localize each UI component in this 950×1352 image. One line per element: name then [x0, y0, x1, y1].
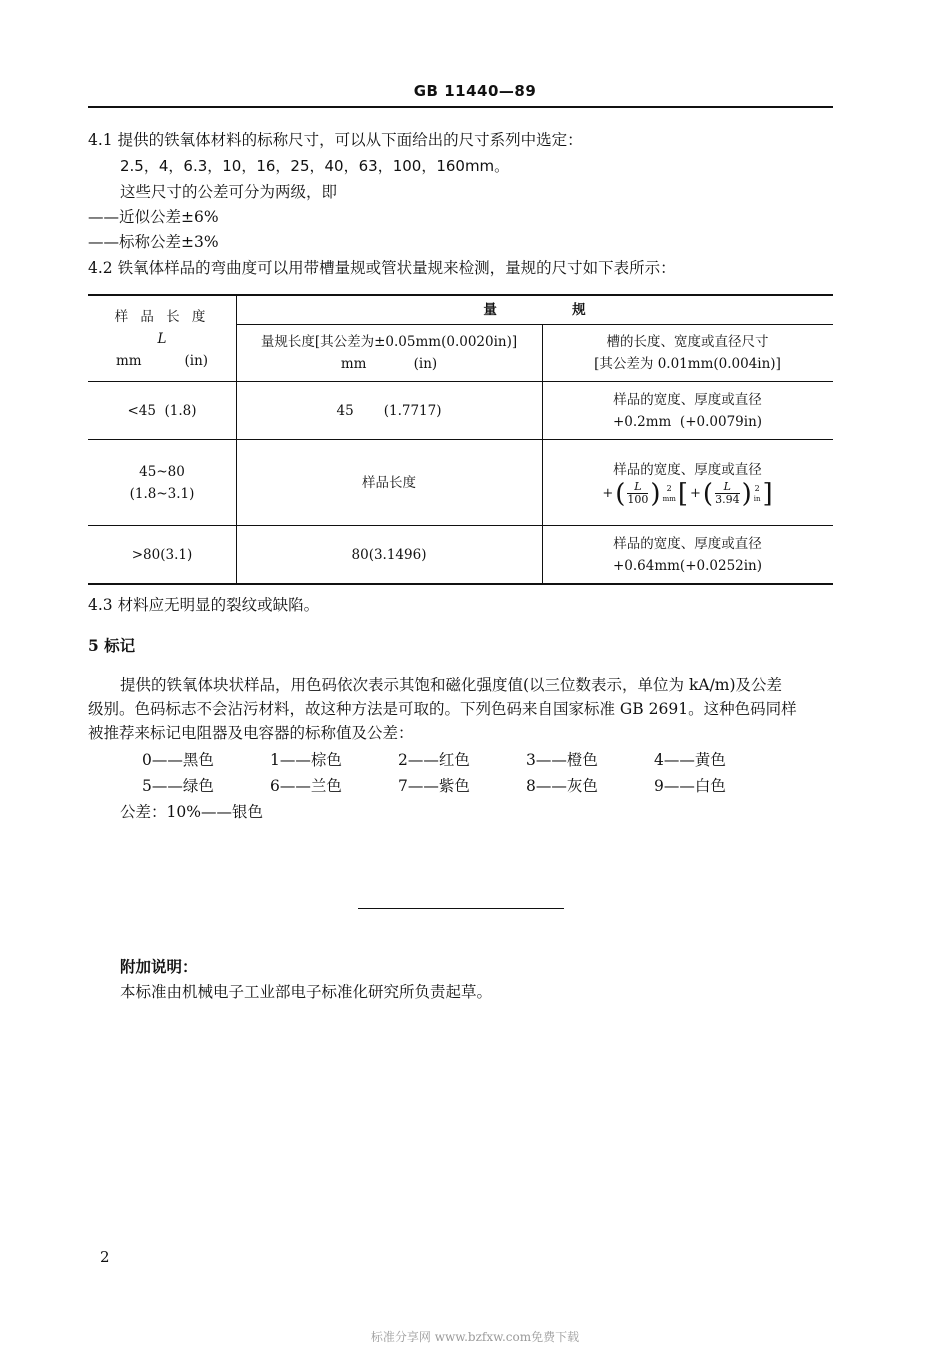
marking-paragraph-line1: 提供的铁氧体块状样品，用色码依次表示其饱和磁化强度值(以三位数表示，单位为 kA/m)及公差 [120, 676, 783, 694]
row2-gauge-length: 样品长度 [362, 474, 416, 491]
appendix-text: 本标准由机械电子工业部电子标准化研究所负责起草。 [120, 983, 493, 1001]
color-code-item: 4——黄色 [654, 751, 726, 769]
header-rule [88, 106, 833, 108]
section-4-1-title: 4.1 提供的铁氧体材料的标称尺寸，可以从下面给出的尺寸系列中选定： [88, 131, 583, 149]
gauge-table [88, 294, 833, 585]
watermark: 标准分享网 www.bzfxw.com免费下载 [370, 1330, 580, 1344]
header-gauge: 量 规 [483, 302, 586, 318]
appendix-heading: 附加说明： [120, 957, 198, 976]
row2-slot-size: 样品的宽度、厚度或直径 + ( $\frac{L}{100}$ ) 2 mm [ + ( $\frac{L}{3.94}$ ) 2 in ] [602, 461, 773, 509]
color-code-item: 0——黑色 [142, 751, 214, 769]
row3-sample-length: >80(3.1) [131, 546, 193, 563]
color-code-row-2 [0, 774, 950, 796]
color-code-item: 1——棕色 [270, 751, 342, 769]
row1-slot-size: 样品的宽度、厚度或直径 +0.2mm (+0.0079in) [612, 391, 763, 430]
slot-size-formula: + ( $\frac{L}{100}$ ) 2 mm [ + ( $\frac{L}{3.94}$ ) 2 in ] [602, 478, 773, 509]
color-code-item: 6——兰色 [270, 777, 342, 795]
tolerance-grades: 这些尺寸的公差可分为两级，即 [120, 183, 338, 201]
section-4-3: 4.3 材料应无明显的裂纹或缺陷。 [88, 596, 320, 614]
color-code-row-1 [0, 748, 950, 770]
color-code-item: 2——红色 [398, 751, 470, 769]
color-code-item: 9——白色 [654, 777, 726, 795]
size-series: 2.5，4，6.3，10，16，25，40，63，100，160mm。 [120, 157, 510, 175]
tolerance-color: 公差：10%——银色 [120, 803, 263, 821]
color-code-item: 8——灰色 [526, 777, 598, 795]
section-5-heading: 5 标记 [88, 636, 136, 655]
table-bottom-rule [88, 583, 833, 585]
color-code-item: 3——橙色 [526, 751, 598, 769]
section-4-2-title: 4.2 铁氧体样品的弯曲度可以用带槽量规或管状量规来检测，量规的尺寸如下表所示： [88, 259, 676, 277]
tolerance-approx: ——近似公差±6% [88, 208, 219, 226]
end-separator [358, 908, 564, 909]
row3-gauge-length: 80(3.1496) [351, 546, 427, 563]
standard-code: GB 11440—89 [413, 82, 537, 100]
header-gauge-length: 量规长度[其公差为±0.05mm(0.0020in)] mm (in) [260, 334, 518, 372]
marking-paragraph-line2: 级别。色码标志不会沾污材料，故这种方法是可取的。下列色码来自国家标准 GB 2691。这种色码同样 [88, 700, 797, 718]
header-sample-length: 样 品 长 度 L mm (in) [114, 308, 210, 369]
marking-paragraph-line3: 被推荐来标记电阻器及电容器的标称值及公差： [88, 724, 414, 742]
tolerance-nominal: ——标称公差±3% [88, 233, 219, 251]
row2-sample-length: 45~80 (1.8~3.1) [129, 463, 195, 502]
color-code-item: 5——绿色 [142, 777, 214, 795]
page-number: 2 [100, 1248, 110, 1266]
row1-sample-length: <45 (1.8) [127, 402, 197, 419]
row1-gauge-length: 45 (1.7717) [336, 402, 442, 419]
row3-slot-size: 样品的宽度、厚度或直径 +0.64mm(+0.0252in) [612, 535, 763, 574]
header-slot-size: 槽的长度、宽度或直径尺寸 [其公差为 0.01mm(0.004in)] [594, 334, 781, 372]
color-code-item: 7——紫色 [398, 777, 470, 795]
